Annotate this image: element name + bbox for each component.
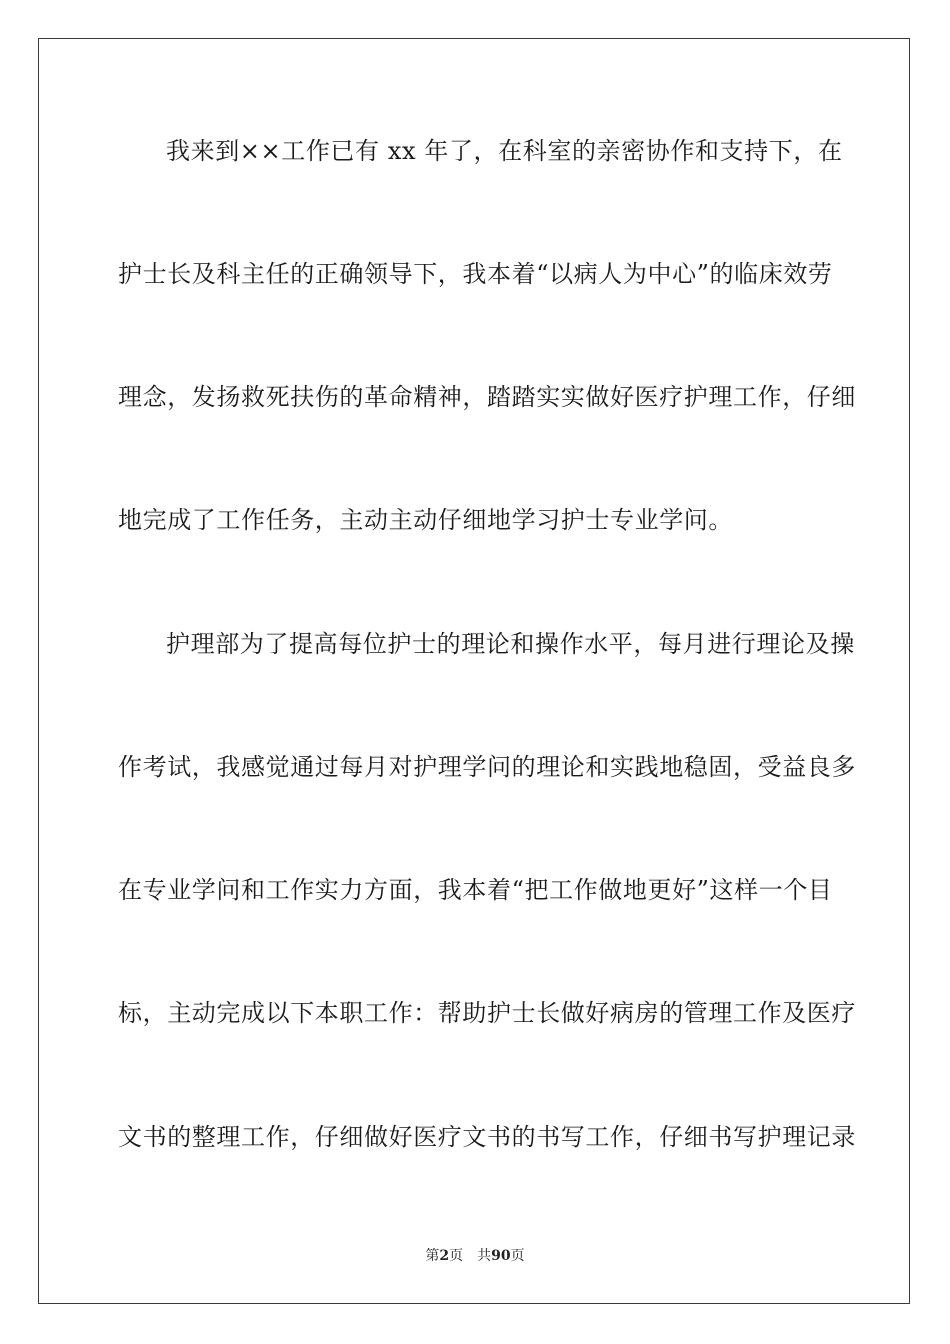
page-prefix: 第	[425, 1248, 440, 1264]
total-suffix: 页	[510, 1248, 525, 1264]
paragraph-2-line-3: 在专业学问和工作实力方面，我本着“把工作做地更好”这样一个目	[118, 876, 833, 904]
page-suffix: 页	[449, 1248, 464, 1264]
total-prefix: 共	[477, 1248, 492, 1264]
paragraph-1-line-1: 我来到××工作已有 xx 年了，在科室的亲密协作和支持下，在	[166, 137, 843, 165]
total-pages: 90	[491, 1248, 511, 1264]
page-footer	[0, 1247, 950, 1265]
paragraph-1-line-2: 护士长及科主任的正确领导下，我本着“以病人为中心”的临床效劳	[118, 260, 833, 288]
paragraph-1-line-4: 地完成了工作任务，主动主动仔细地学习护士专业学问。	[118, 506, 733, 534]
page-number: 2	[439, 1248, 450, 1264]
paragraph-2-line-5: 文书的整理工作，仔细做好医疗文书的书写工作，仔细书写护理记录	[118, 1123, 856, 1151]
paragraph-1-line-3: 理念，发扬救死扶伤的革命精神，踏踏实实做好医疗护理工作，仔细	[118, 383, 856, 411]
paragraph-2-line-2: 作考试，我感觉通过每月对护理学问的理论和实践地稳固，受益良多	[118, 753, 856, 781]
page-border	[38, 38, 910, 1304]
paragraph-2-line-1: 护理部为了提高每位护士的理论和操作水平，每月进行理论及操	[166, 630, 855, 658]
paragraph-2-line-4: 标，主动完成以下本职工作：帮助护士长做好病房的管理工作及医疗	[118, 999, 856, 1027]
